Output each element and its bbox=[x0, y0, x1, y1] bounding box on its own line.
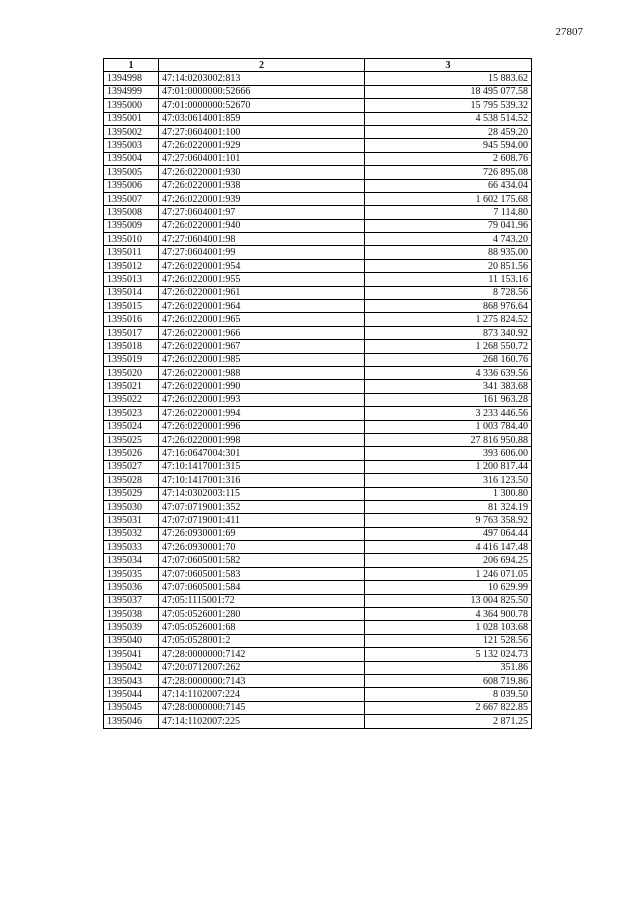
cadastral-number-cell: 47:28:0000000:7145 bbox=[159, 701, 365, 714]
row-number-cell: 1395007 bbox=[104, 192, 159, 205]
cadastral-value-cell: 608 719.86 bbox=[365, 674, 532, 687]
table-row bbox=[104, 581, 532, 594]
cadastral-value-cell: 2 871.25 bbox=[365, 715, 532, 728]
row-number-cell: 1395008 bbox=[104, 206, 159, 219]
table-row bbox=[104, 366, 532, 379]
row-number-cell: 1395005 bbox=[104, 166, 159, 179]
row-number-cell: 1395016 bbox=[104, 313, 159, 326]
cadastral-value-cell: 1 003 784.40 bbox=[365, 420, 532, 433]
row-number-cell: 1394998 bbox=[104, 72, 159, 85]
table-row bbox=[104, 500, 532, 513]
table-row bbox=[104, 567, 532, 580]
cadastral-value-cell: 497 064.44 bbox=[365, 527, 532, 540]
row-number-cell: 1395031 bbox=[104, 514, 159, 527]
cadastral-value-cell: 4 743.20 bbox=[365, 233, 532, 246]
cadastral-number-cell: 47:26:0220001:954 bbox=[159, 259, 365, 272]
row-number-cell: 1395035 bbox=[104, 567, 159, 580]
row-number-cell: 1395012 bbox=[104, 259, 159, 272]
cadastral-value-cell: 5 132 024.73 bbox=[365, 648, 532, 661]
row-number-cell: 1395018 bbox=[104, 340, 159, 353]
table-row bbox=[104, 166, 532, 179]
row-number-cell: 1395045 bbox=[104, 701, 159, 714]
cadastral-number-cell: 47:14:1102007:225 bbox=[159, 715, 365, 728]
cadastral-value-cell: 15 883.62 bbox=[365, 72, 532, 85]
cadastral-value-cell: 18 495 077.58 bbox=[365, 85, 532, 98]
table-row bbox=[104, 326, 532, 339]
cadastral-number-cell: 47:26:0220001:993 bbox=[159, 393, 365, 406]
table-row bbox=[104, 648, 532, 661]
row-number-cell: 1395043 bbox=[104, 674, 159, 687]
cadastral-number-cell: 47:14:0203002:813 bbox=[159, 72, 365, 85]
cadastral-value-cell: 81 324.19 bbox=[365, 500, 532, 513]
row-number-cell: 1395030 bbox=[104, 500, 159, 513]
cadastral-value-cell: 27 816 950.88 bbox=[365, 433, 532, 446]
cadastral-number-cell: 47:26:0220001:996 bbox=[159, 420, 365, 433]
cadastral-value-cell: 1 268 550.72 bbox=[365, 340, 532, 353]
table-row bbox=[104, 514, 532, 527]
table-row bbox=[104, 701, 532, 714]
row-number-cell: 1395003 bbox=[104, 139, 159, 152]
table-row bbox=[104, 192, 532, 205]
cadastral-value-cell: 3 233 446.56 bbox=[365, 407, 532, 420]
cadastral-number-cell: 47:07:0719001:352 bbox=[159, 500, 365, 513]
row-number-cell: 1395001 bbox=[104, 112, 159, 125]
cadastral-number-cell: 47:26:0220001:965 bbox=[159, 313, 365, 326]
table-row bbox=[104, 634, 532, 647]
cadastral-number-cell: 47:28:0000000:7142 bbox=[159, 648, 365, 661]
table-row bbox=[104, 206, 532, 219]
cadastral-number-cell: 47:26:0220001:985 bbox=[159, 353, 365, 366]
cadastral-number-cell: 47:26:0220001:940 bbox=[159, 219, 365, 232]
row-number-cell: 1395033 bbox=[104, 541, 159, 554]
cadastral-value-cell: 13 004 825.50 bbox=[365, 594, 532, 607]
row-number-cell: 1395009 bbox=[104, 219, 159, 232]
cadastral-value-cell: 8 728.56 bbox=[365, 286, 532, 299]
table-row bbox=[104, 407, 532, 420]
table-header-row bbox=[104, 59, 532, 72]
cadastral-value-cell: 206 694.25 bbox=[365, 554, 532, 567]
row-number-cell: 1395024 bbox=[104, 420, 159, 433]
table-row bbox=[104, 380, 532, 393]
cadastral-number-cell: 47:07:0719001:411 bbox=[159, 514, 365, 527]
table-row bbox=[104, 219, 532, 232]
table-row bbox=[104, 273, 532, 286]
cadastral-value-cell: 726 895.08 bbox=[365, 166, 532, 179]
table-row bbox=[104, 72, 532, 85]
cadastral-value-cell: 873 340.92 bbox=[365, 326, 532, 339]
column-header-2: 2 bbox=[159, 59, 365, 72]
cadastral-number-cell: 47:27:0604001:99 bbox=[159, 246, 365, 259]
cadastral-number-cell: 47:26:0220001:929 bbox=[159, 139, 365, 152]
row-number-cell: 1395039 bbox=[104, 621, 159, 634]
row-number-cell: 1395036 bbox=[104, 581, 159, 594]
row-number-cell: 1395037 bbox=[104, 594, 159, 607]
cadastral-value-cell: 66 434.04 bbox=[365, 179, 532, 192]
cadastral-number-cell: 47:26:0220001:994 bbox=[159, 407, 365, 420]
table-row bbox=[104, 313, 532, 326]
row-number-cell: 1395041 bbox=[104, 648, 159, 661]
cadastral-number-cell: 47:27:0604001:100 bbox=[159, 125, 365, 138]
cadastral-number-cell: 47:26:0220001:938 bbox=[159, 179, 365, 192]
table-row bbox=[104, 259, 532, 272]
cadastral-value-cell: 4 416 147.48 bbox=[365, 541, 532, 554]
row-number-cell: 1395020 bbox=[104, 366, 159, 379]
cadastral-value-cell: 10 629.99 bbox=[365, 581, 532, 594]
cadastral-number-cell: 47:07:0605001:582 bbox=[159, 554, 365, 567]
cadastral-value-cell: 88 935.00 bbox=[365, 246, 532, 259]
table-row bbox=[104, 179, 532, 192]
cadastral-value-cell: 161 963.28 bbox=[365, 393, 532, 406]
cadastral-number-cell: 47:26:0220001:930 bbox=[159, 166, 365, 179]
column-header-3: 3 bbox=[365, 59, 532, 72]
cadastral-value-cell: 121 528.56 bbox=[365, 634, 532, 647]
cadastral-value-cell: 8 039.50 bbox=[365, 688, 532, 701]
table-row bbox=[104, 447, 532, 460]
cadastral-value-cell: 9 763 358.92 bbox=[365, 514, 532, 527]
cadastral-value-cell: 4 538 514.52 bbox=[365, 112, 532, 125]
table-row bbox=[104, 125, 532, 138]
table-row bbox=[104, 554, 532, 567]
cadastral-number-cell: 47:05:0528001:2 bbox=[159, 634, 365, 647]
table-row bbox=[104, 688, 532, 701]
cadastral-number-cell: 47:27:0604001:101 bbox=[159, 152, 365, 165]
table-row bbox=[104, 608, 532, 621]
cadastral-number-cell: 47:05:0526001:280 bbox=[159, 608, 365, 621]
cadastral-number-cell: 47:26:0220001:988 bbox=[159, 366, 365, 379]
cadastral-value-cell: 1 246 071.05 bbox=[365, 567, 532, 580]
table-row bbox=[104, 420, 532, 433]
column-header-1: 1 bbox=[104, 59, 159, 72]
table-row bbox=[104, 674, 532, 687]
row-number-cell: 1395034 bbox=[104, 554, 159, 567]
cadastral-value-cell: 1 275 824.52 bbox=[365, 313, 532, 326]
cadastral-number-cell: 47:05:1115001:72 bbox=[159, 594, 365, 607]
row-number-cell: 1395010 bbox=[104, 233, 159, 246]
row-number-cell: 1395002 bbox=[104, 125, 159, 138]
table-row bbox=[104, 487, 532, 500]
cadastral-value-cell: 15 795 539.32 bbox=[365, 99, 532, 112]
cadastral-value-cell: 945 594.00 bbox=[365, 139, 532, 152]
cadastral-number-cell: 47:26:0930001:69 bbox=[159, 527, 365, 540]
cadastral-number-cell: 47:27:0604001:97 bbox=[159, 206, 365, 219]
cadastral-number-cell: 47:16:0647004:301 bbox=[159, 447, 365, 460]
cadastral-number-cell: 47:26:0220001:955 bbox=[159, 273, 365, 286]
row-number-cell: 1395006 bbox=[104, 179, 159, 192]
row-number-cell: 1395017 bbox=[104, 326, 159, 339]
cadastral-value-cell: 28 459.20 bbox=[365, 125, 532, 138]
cadastral-value-cell: 20 851.56 bbox=[365, 259, 532, 272]
row-number-cell: 1395011 bbox=[104, 246, 159, 259]
row-number-cell: 1395025 bbox=[104, 433, 159, 446]
row-number-cell: 1395038 bbox=[104, 608, 159, 621]
cadastral-value-cell: 351.86 bbox=[365, 661, 532, 674]
table-row bbox=[104, 594, 532, 607]
cadastral-number-cell: 47:14:1102007:224 bbox=[159, 688, 365, 701]
table-row bbox=[104, 460, 532, 473]
row-number-cell: 1395022 bbox=[104, 393, 159, 406]
cadastral-number-cell: 47:10:1417001:316 bbox=[159, 474, 365, 487]
table-row bbox=[104, 112, 532, 125]
cadastral-number-cell: 47:20:0712007:262 bbox=[159, 661, 365, 674]
cadastral-value-cell: 79 041.96 bbox=[365, 219, 532, 232]
table-row bbox=[104, 99, 532, 112]
row-number-cell: 1395046 bbox=[104, 715, 159, 728]
cadastral-number-cell: 47:01:0000000:52666 bbox=[159, 85, 365, 98]
cadastral-value-cell: 2 667 822.85 bbox=[365, 701, 532, 714]
cadastral-number-cell: 47:26:0220001:966 bbox=[159, 326, 365, 339]
table-row bbox=[104, 233, 532, 246]
cadastral-number-cell: 47:07:0605001:583 bbox=[159, 567, 365, 580]
cadastral-number-cell: 47:10:1417001:315 bbox=[159, 460, 365, 473]
cadastral-value-cell: 7 114.80 bbox=[365, 206, 532, 219]
table-row bbox=[104, 541, 532, 554]
row-number-cell: 1395019 bbox=[104, 353, 159, 366]
row-number-cell: 1395014 bbox=[104, 286, 159, 299]
cadastral-value-cell: 1 300.80 bbox=[365, 487, 532, 500]
cadastral-number-cell: 47:26:0220001:967 bbox=[159, 340, 365, 353]
page-number: 27807 bbox=[555, 26, 583, 38]
table-row bbox=[104, 85, 532, 98]
cadastral-number-cell: 47:26:0930001:70 bbox=[159, 541, 365, 554]
cadastral-number-cell: 47:27:0604001:98 bbox=[159, 233, 365, 246]
cadastral-value-cell: 4 336 639.56 bbox=[365, 366, 532, 379]
row-number-cell: 1395029 bbox=[104, 487, 159, 500]
cadastral-value-cell: 2 608.76 bbox=[365, 152, 532, 165]
table-row bbox=[104, 433, 532, 446]
cadastral-value-cell: 268 160.76 bbox=[365, 353, 532, 366]
row-number-cell: 1395027 bbox=[104, 460, 159, 473]
table-row bbox=[104, 715, 532, 728]
table-row bbox=[104, 527, 532, 540]
row-number-cell: 1395015 bbox=[104, 300, 159, 313]
row-number-cell: 1395023 bbox=[104, 407, 159, 420]
row-number-cell: 1395004 bbox=[104, 152, 159, 165]
table-row bbox=[104, 286, 532, 299]
table-row bbox=[104, 474, 532, 487]
table-body bbox=[104, 72, 532, 728]
row-number-cell: 1395044 bbox=[104, 688, 159, 701]
cadastral-number-cell: 47:01:0000000:52670 bbox=[159, 99, 365, 112]
cadastral-number-cell: 47:26:0220001:964 bbox=[159, 300, 365, 313]
cadastral-value-cell: 1 602 175.68 bbox=[365, 192, 532, 205]
row-number-cell: 1395021 bbox=[104, 380, 159, 393]
cadastral-number-cell: 47:26:0220001:990 bbox=[159, 380, 365, 393]
table-row bbox=[104, 300, 532, 313]
table-row bbox=[104, 353, 532, 366]
row-number-cell: 1395040 bbox=[104, 634, 159, 647]
table-row bbox=[104, 340, 532, 353]
row-number-cell: 1395026 bbox=[104, 447, 159, 460]
cadastral-value-cell: 393 606.00 bbox=[365, 447, 532, 460]
cadastral-number-cell: 47:28:0000000:7143 bbox=[159, 674, 365, 687]
cadastral-value-cell: 316 123.50 bbox=[365, 474, 532, 487]
cadastral-value-cell: 1 200 817.44 bbox=[365, 460, 532, 473]
row-number-cell: 1395032 bbox=[104, 527, 159, 540]
table-row bbox=[104, 393, 532, 406]
table-row bbox=[104, 139, 532, 152]
cadastral-number-cell: 47:14:0302003:115 bbox=[159, 487, 365, 500]
cadastral-value-cell: 11 153.16 bbox=[365, 273, 532, 286]
table-row bbox=[104, 246, 532, 259]
cadastral-number-cell: 47:26:0220001:961 bbox=[159, 286, 365, 299]
register-table bbox=[103, 58, 532, 729]
row-number-cell: 1395028 bbox=[104, 474, 159, 487]
cadastral-number-cell: 47:26:0220001:998 bbox=[159, 433, 365, 446]
row-number-cell: 1394999 bbox=[104, 85, 159, 98]
table-row bbox=[104, 152, 532, 165]
cadastral-value-cell: 1 028 103.68 bbox=[365, 621, 532, 634]
row-number-cell: 1395000 bbox=[104, 99, 159, 112]
cadastral-value-cell: 341 383.68 bbox=[365, 380, 532, 393]
row-number-cell: 1395013 bbox=[104, 273, 159, 286]
cadastral-number-cell: 47:07:0605001:584 bbox=[159, 581, 365, 594]
cadastral-value-cell: 868 976.64 bbox=[365, 300, 532, 313]
table-row bbox=[104, 661, 532, 674]
cadastral-number-cell: 47:26:0220001:939 bbox=[159, 192, 365, 205]
cadastral-number-cell: 47:03:0614001:859 bbox=[159, 112, 365, 125]
table-row bbox=[104, 621, 532, 634]
row-number-cell: 1395042 bbox=[104, 661, 159, 674]
cadastral-value-cell: 4 364 900.78 bbox=[365, 608, 532, 621]
cadastral-number-cell: 47:05:0526001:68 bbox=[159, 621, 365, 634]
